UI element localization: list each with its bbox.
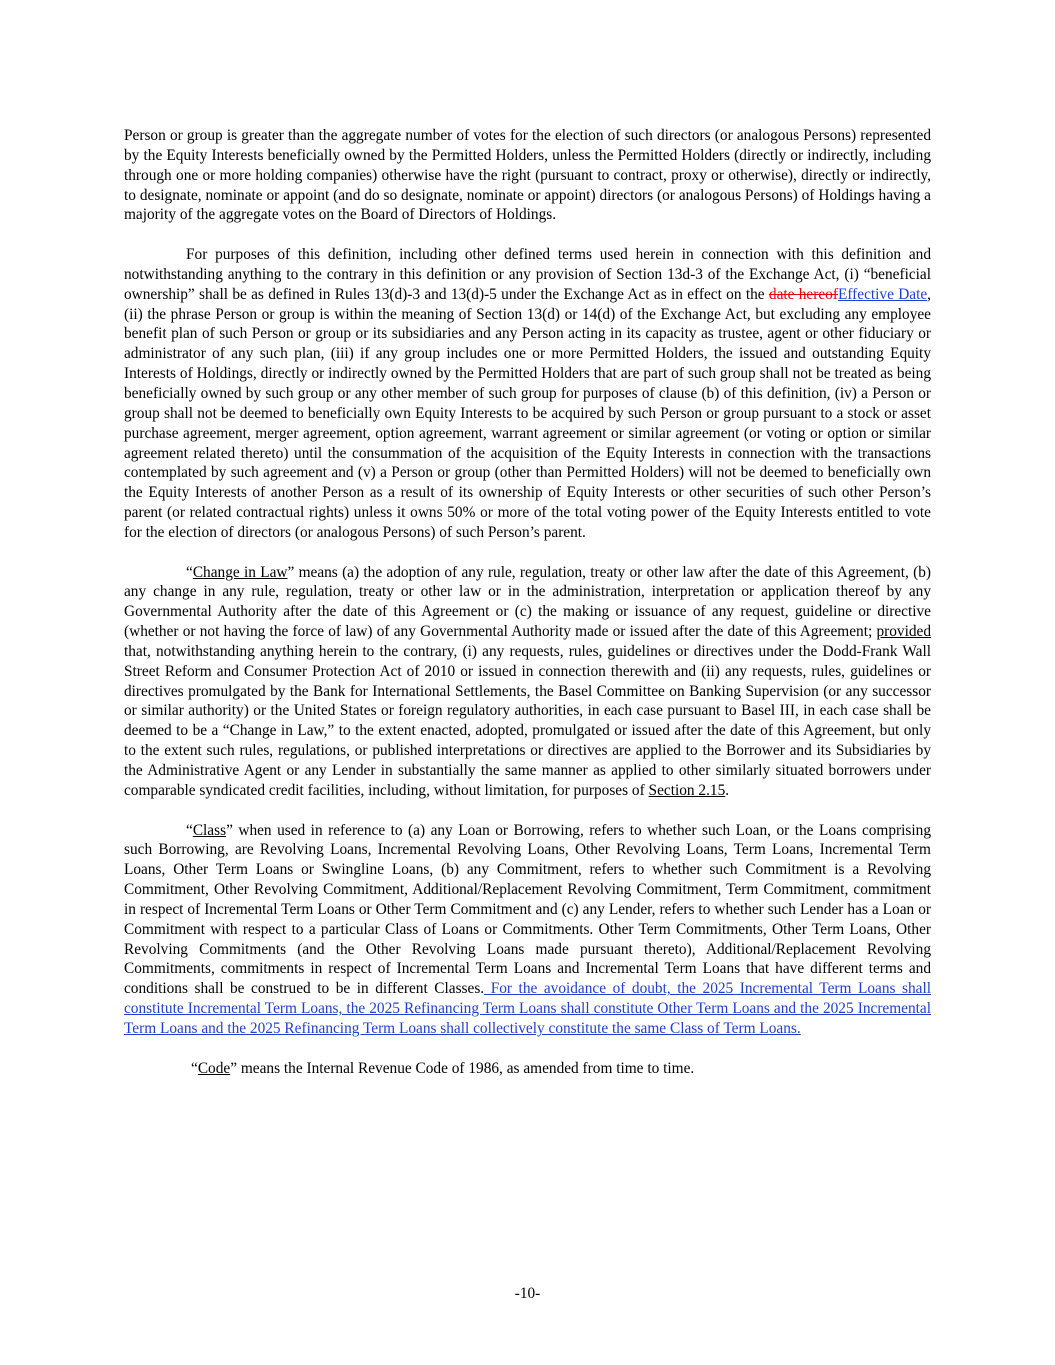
definition-change-in-law (124, 563, 931, 801)
paragraph-rest-text: , (ii) the phrase Person or group is within the meaning of Section 13(d) or 14(d) of the Exchange Act, but excluding any employee benefit plan of such Person or group or its subsidiaries and any Person acting in its capacity as trustee, agent or other fiduciary or administrator of any such plan, (iii) if any group includes one or more Permitted Holders, the issued and outstanding Equity Interests of Holdings, directly or indirectly owned by the Permitted Holders that are part of such group shall not be treated as being beneficially owned by such group or any other member of such group for purposes of clause (b) of this definition, (iv) a Person or group shall not be deemed to beneficially own Equity Interests to be acquired by such Person or group pursuant to a stock or asset purchase agreement, merger agreement, option agreement, warrant agreement or similar agreement (or voting or option or similar agreement related thereto) until the consummation of the acquisition of the Equity Interests in connection with the transactions contemplated by such agreement and (v) a Person or group (other than Permitted Holders) will not be deemed to beneficially own the Equity Interests of another Person as a result of its ownership of Equity Interests or other securities of such other Person’s parent (or related contractual rights) unless it owns 50% or more of the total voting power of the Equity Interests entitled to vote for the election of directors (or analogous Persons) of such Person’s parent. (124, 285, 932, 541)
paragraph-text: Person or group is greater than the aggregate number of votes for the election of such directors (or analogous Persons) represented by the Equity Interests beneficially owned by the Permitted Holders, unless the Permitted Holders (directly or indirectly, including through one or more holding companies) otherwise have the right (pursuant to contract, proxy or otherwise), directly or indirectly, to designate, nominate or appoint (and do so designate, nominate or appoint) directors (or analogous Persons) of Holdings having a majority of the aggregate votes on the Board of Directors of Holdings. (124, 127, 931, 224)
definition-end: . (725, 781, 730, 799)
open-quote: “ (191, 1059, 198, 1077)
definition-code (124, 1059, 931, 1079)
provided-term: provided (876, 623, 931, 641)
page-number: -10- (514, 1285, 541, 1302)
definition-text: ” means the Internal Revenue Code of 1986, as amended from time to time. (230, 1059, 695, 1077)
deleted-text: date hereof (768, 285, 838, 303)
document-body (124, 126, 931, 1098)
open-quote: “ (186, 821, 193, 839)
definition-text-part1: ” means (a) the adoption of any rule, regulation, treaty or other law after the date of this Agreement, (b) any change in any rule, regulation, treaty or other law or in the administration, interpretation or application thereof by any Governmental Authority after the date of this Agreement or (c) the making or issuance of any request, guideline or directive (whether or not having the force of law) of any Governmental Authority made or issued after the date of this Agreement; (124, 563, 931, 641)
definition-text-part2: that, notwithstanding anything herein to the contrary, (i) any requests, rules, guidelines or directives under the Dodd-Frank Wall Street Reform and Consumer Protection Act of 2010 or issued in connection therewith and (ii) any requests, rules, guidelines or directives promulgated by the Bank for International Settlements, the Basel Committee on Banking Supervision (or any successor or similar authority) or the United States or foreign regulatory authorities, in each case pursuant to Basel III, in each case shall be deemed to be a “Change in Law,” to the extent enacted, adopted, promulgated or issued after the date of this Agreement, but only to the extent such rules, regulations, or published interpretations or directives are applied to the Borrower and its Subsidiaries by the Administrative Agent or any Lender in substantially the same manner as applied to other similarly situated borrowers under comparable syndicated credit facilities, including, without limitation, for purposes of (124, 642, 931, 799)
definition-class (124, 821, 931, 1039)
paragraph-definition-purposes (124, 245, 931, 543)
defined-term-class: Class (192, 821, 227, 839)
paragraph-change-of-control-continued (124, 126, 931, 225)
paragraph-intro-text: For purposes of this definition, including other defined terms used herein in connection with this definition and notwithstanding anything to the contrary in this definition or any provision of Section 13d-3 of the Exchange Act, (i) “beneficial ownership” shall be as defined in Rules 13(d)-3 and 13(d)-5 under the Exchange Act as in effect on the (124, 246, 931, 303)
definition-text: ” when used in reference to (a) any Loan or Borrowing, refers to whether such Loan, or the Loans comprising such Borrowing, are Revolving Loans, Incremental Revolving Loans, Other Revolving Loans, Term Loans, Incremental Term Loans, Other Term Loans or Swingline Loans, (b) any Commitment, refers to whether such Commitment is a Revolving Commitment, Other Revolving Commitment, Additional/Replacement Revolving Commitment, Term Commitment, commitment in respect of Incremental Term Loans or Other Term Commitment and (c) any Lender, refers to whether such Lender has a Loan or Commitment with respect to a particular Class of Loans or Commitments. Other Term Commitments, Other Term Loans, Other Revolving Commitments (and the Other Revolving Loans made pursuant thereto), Additional/Replacement Revolving Commitments, commitments in respect of Incremental Term Loans and Incremental Term Loans that have different terms and conditions shall be construed to be in different Classes. (124, 821, 931, 998)
defined-term-code: Code (197, 1059, 231, 1077)
defined-term-change-in-law: Change in Law (192, 563, 288, 581)
inserted-text: For the avoidance of doubt, the 2025 Incremental Term Loans shall constitute Incremental Term Loans, the 2025 Refinancing Term Loans shall constitute Other Term Loans and the 2025 Incremental Term Loans and the 2025 Refinancing Term Loans shall collectively constitute the same Class of Term Loans. (124, 980, 931, 1037)
inserted-text: Effective Date (837, 285, 928, 303)
section-reference: Section 2.15 (648, 781, 726, 799)
open-quote: “ (186, 563, 193, 581)
